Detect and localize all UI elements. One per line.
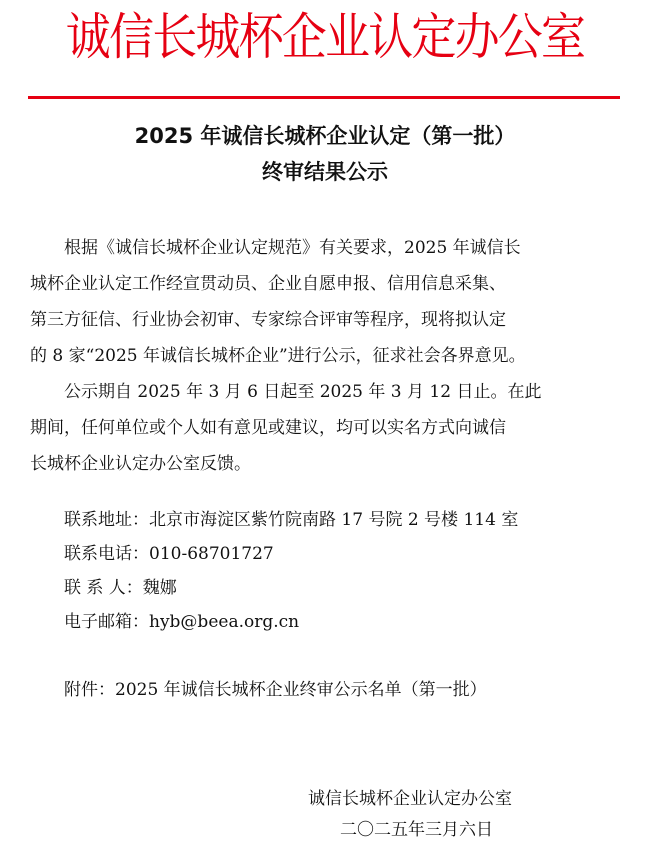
body-line: 长城杯企业认定办公室反馈。 [30, 454, 251, 474]
body-line: 城杯企业认定工作经宣贯动员、企业自愿申报、信用信息采集、 [30, 274, 506, 294]
signature-date: 二〇二五年三月六日 [340, 820, 493, 840]
contact-person: 联 系 人：魏娜 [64, 578, 177, 598]
red-divider-line [28, 96, 620, 99]
attachment-line: 附件：2025 年诚信长城杯企业终审公示名单（第一批） [64, 680, 487, 700]
contact-address: 联系地址：北京市海淀区紫竹院南路 17 号院 2 号楼 114 室 [64, 510, 519, 530]
body-line: 根据《诚信长城杯企业认定规范》有关要求，2025 年诚信长 [64, 238, 521, 258]
contact-phone: 联系电话：010-68701727 [64, 544, 274, 564]
contact-email: 电子邮箱：hyb@beea.org.cn [64, 612, 300, 632]
document-title-line1: 2025 年诚信长城杯企业认定（第一批） [134, 124, 516, 148]
body-line: 的 8 家“2025 年诚信长城杯企业”进行公示，征求社会各界意见。 [30, 346, 526, 366]
body-line: 期间，任何单位或个人如有意见或建议，均可以实名方式向诚信 [30, 418, 506, 438]
masthead-title: 诚信长城杯企业认定办公室 [65, 8, 585, 66]
document-title-line2: 终审结果公示 [262, 160, 388, 184]
body-line: 第三方征信、行业协会初审、专家综合评审等程序，现将拟认定 [30, 310, 506, 330]
signature-org: 诚信长城杯企业认定办公室 [308, 789, 512, 809]
body-line: 公示期自 2025 年 3 月 6 日起至 2025 年 3 月 12 日止。在此 [64, 382, 542, 402]
